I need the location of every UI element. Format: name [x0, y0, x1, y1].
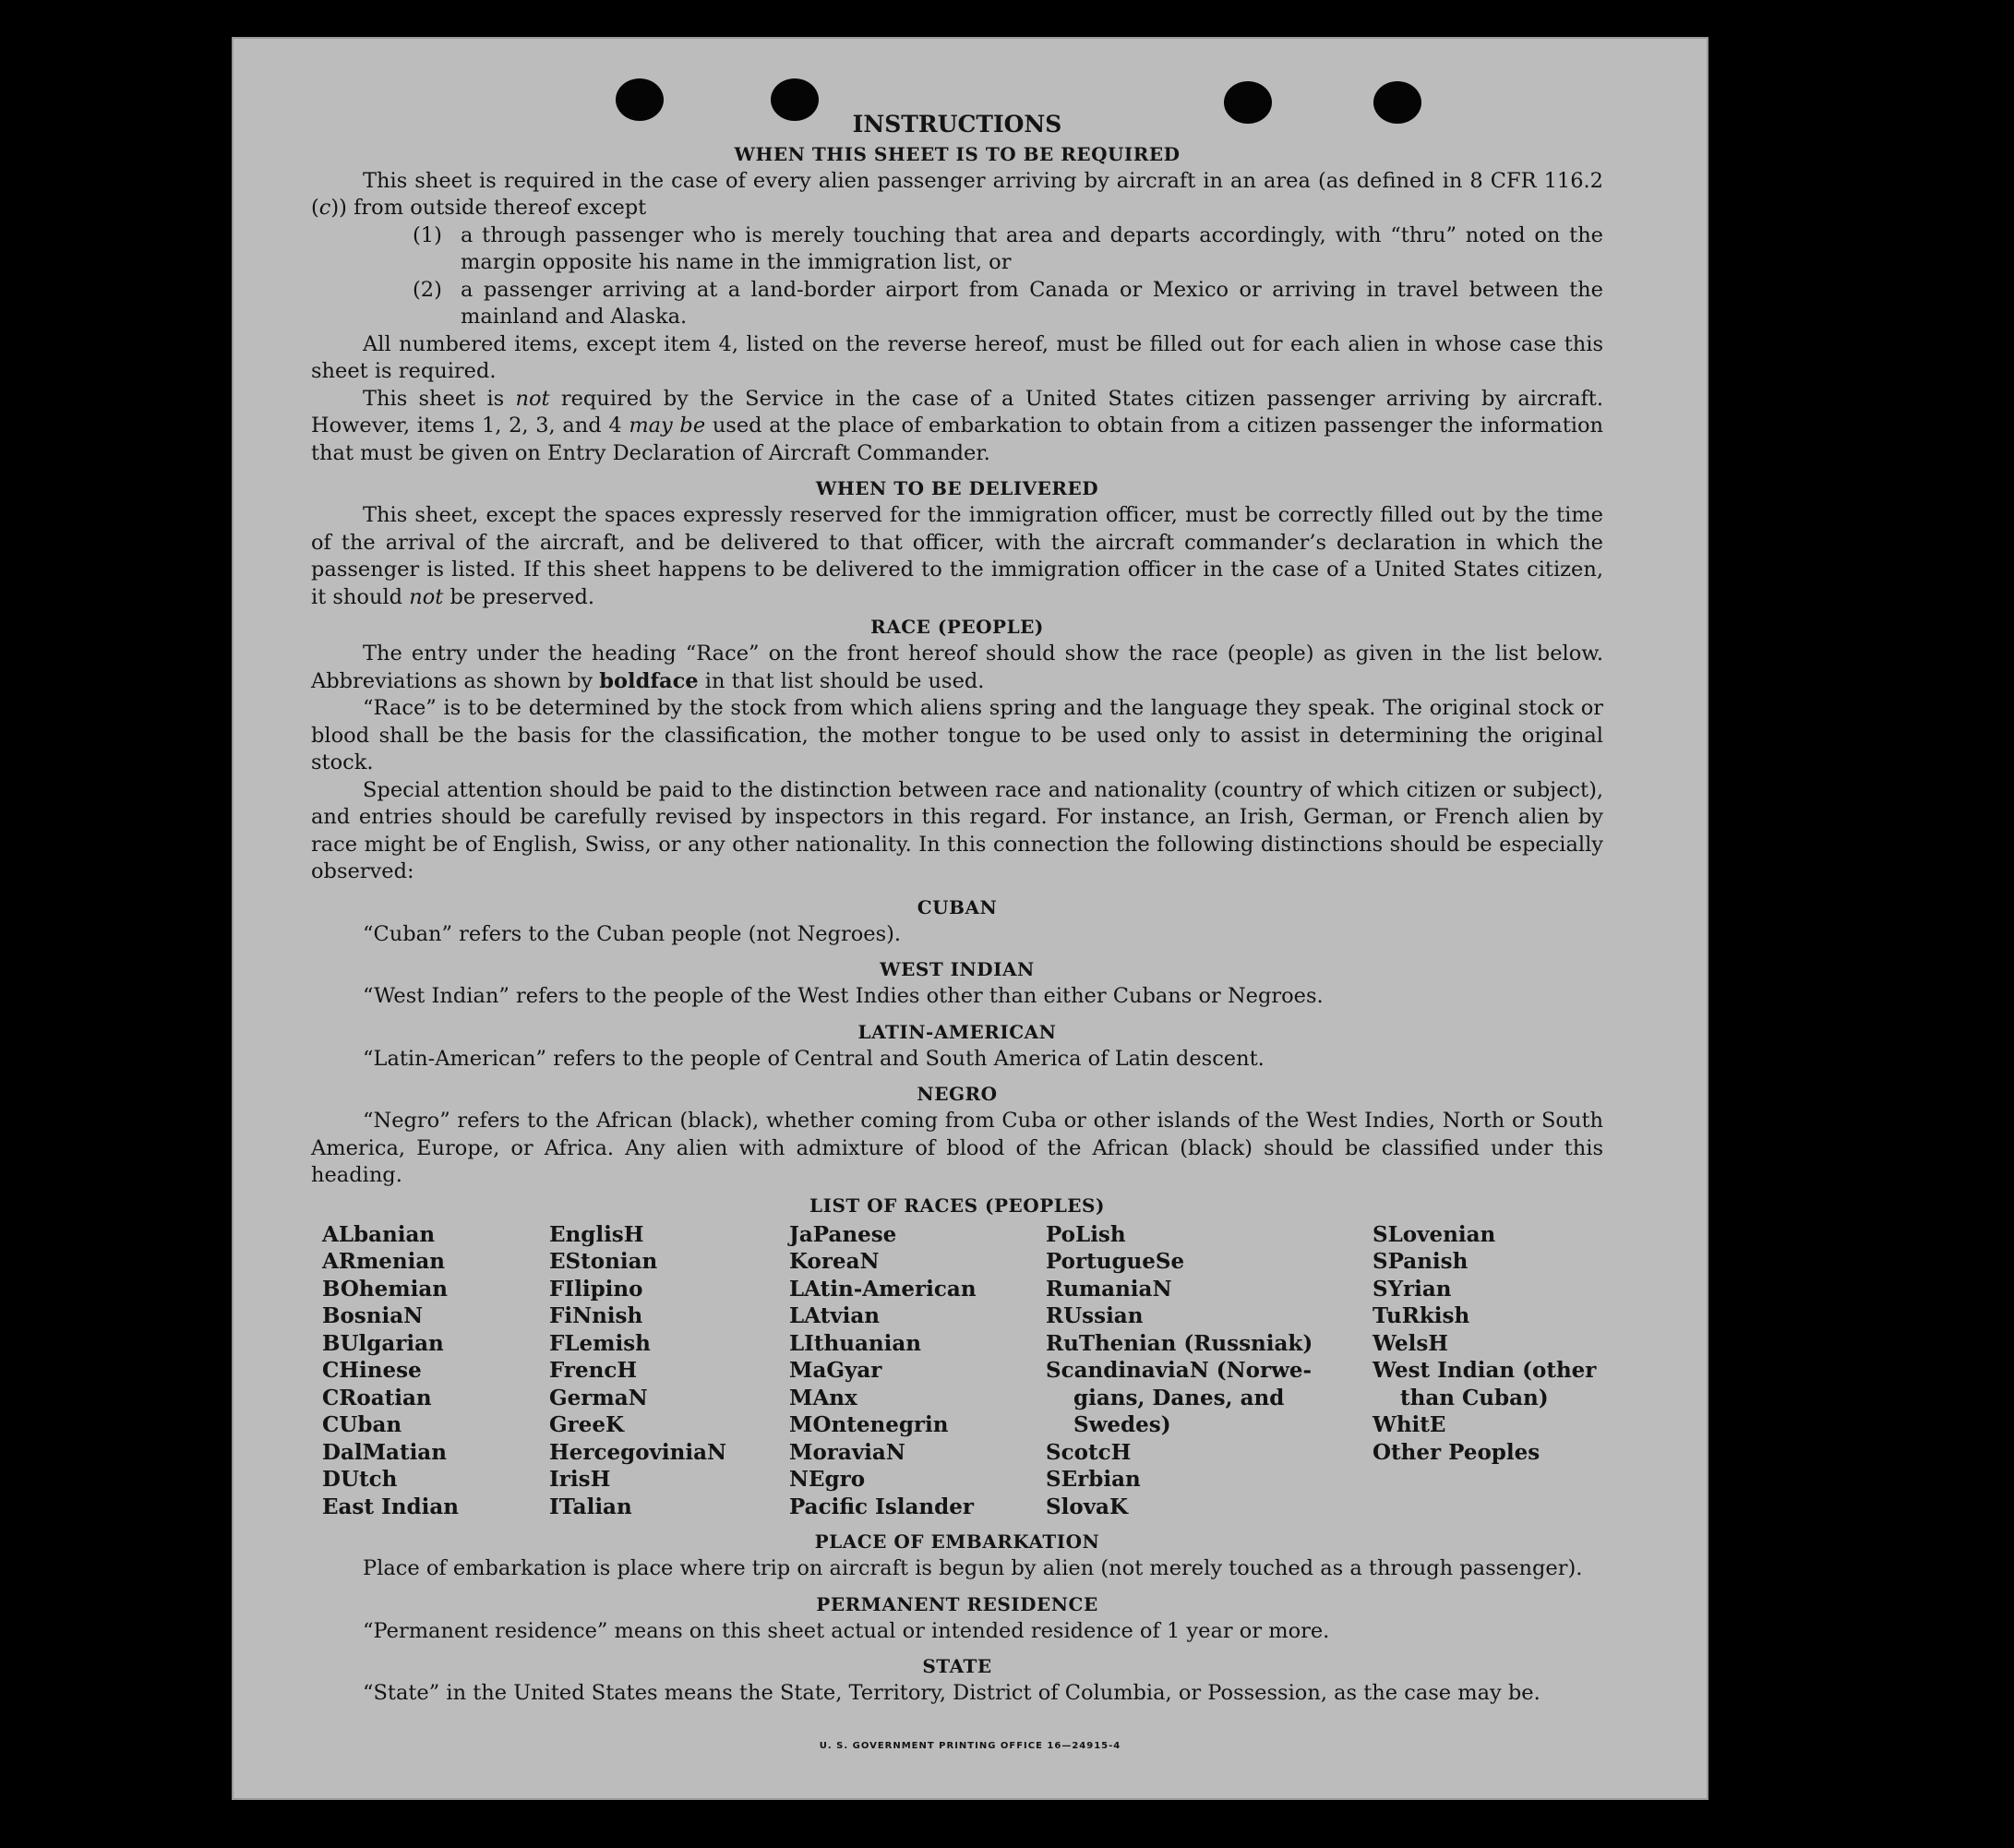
- race-item: ScandinaviaN (Norwe-: [1046, 1358, 1313, 1383]
- race-item: DalMatian: [322, 1439, 447, 1465]
- race-item: BUlgarian: [322, 1330, 444, 1356]
- race-item-continuation: gians, Danes, and: [1073, 1385, 1285, 1410]
- race-item: LAtvian: [789, 1303, 880, 1328]
- exception-item: (2) a passenger arriving at a land-border airport from Canada or Mexico or arriving in travel between the mainland and Alaska.: [413, 277, 1603, 329]
- race-column: [789, 1221, 1046, 1521]
- race-item: EnglisH: [549, 1221, 644, 1247]
- race-item: EStonian: [549, 1249, 658, 1274]
- race-item: GreeK: [549, 1412, 625, 1437]
- residence-paragraph: “Permanent residence” means on this sheet actual or intended residence of 1 year or more.: [363, 1618, 1330, 1643]
- race-item: PortugueSe: [1046, 1249, 1185, 1274]
- race-item: BOhemian: [322, 1276, 448, 1302]
- race-item: SPanish: [1373, 1249, 1469, 1274]
- heading-latin-american: LATIN-AMERICAN: [857, 1020, 1057, 1043]
- race-item: SlovaK: [1046, 1494, 1128, 1519]
- instructions-content: [311, 111, 1603, 1708]
- race-item: WhitE: [1373, 1412, 1446, 1437]
- negro-paragraph: “Negro” refers to the African (black), whether coming from Cuba or other islands of the West Indies, North or South America, Europe, or Africa. Any alien with admixture of blood of the African (black) should be classified under this heading.: [311, 1109, 1603, 1187]
- race-item: MaGyar: [789, 1358, 882, 1383]
- latin-american-paragraph: “Latin-American” refers to the people of Central and South America of Latin descent.: [363, 1046, 1265, 1071]
- race-item-continuation: than Cuban): [1400, 1385, 1549, 1410]
- race-item: CRoatian: [322, 1385, 432, 1410]
- embarkation-paragraph: Place of embarkation is place where trip on aircraft is begun by alien (not merely touched as a through passenger).: [363, 1556, 1583, 1580]
- race-column: [1373, 1221, 1603, 1521]
- document-sheet: [232, 37, 1708, 1800]
- race-column: [322, 1221, 549, 1521]
- heading-when-delivered: WHEN TO BE DELIVERED: [815, 477, 1099, 499]
- race-item: DUtch: [322, 1467, 398, 1492]
- race-item: CUban: [322, 1412, 402, 1437]
- race-item: HercegoviniaN: [549, 1439, 727, 1465]
- state-paragraph: “State” in the United States means the State, Territory, District of Columbia, or Possession, as the case may be.: [363, 1681, 1540, 1705]
- race-item: IrisH: [549, 1467, 611, 1492]
- race-paragraph-1: The entry under the heading “Race” on the front hereof should show the race (people) as given in the list below. Abbreviations as shown by boldface in that list should be used.: [311, 642, 1603, 693]
- race-item-continuation: Swedes): [1073, 1412, 1171, 1437]
- race-list: [322, 1221, 1603, 1521]
- race-item: ALbanian: [322, 1221, 436, 1247]
- race-item: JaPanese: [789, 1221, 897, 1247]
- race-item: LAtin-American: [789, 1276, 977, 1302]
- race-item: FLemish: [549, 1330, 651, 1356]
- west-indian-paragraph: “West Indian” refers to the people of the West Indies other than either Cubans or Negroes.: [363, 984, 1324, 1008]
- race-item: Pacific Islander: [789, 1494, 974, 1519]
- race-item: PoLish: [1046, 1221, 1126, 1247]
- race-item: WelsH: [1373, 1330, 1449, 1356]
- race-item: West Indian (other: [1373, 1358, 1597, 1383]
- heading-cuban: CUBAN: [917, 895, 998, 918]
- race-item: SLovenian: [1373, 1221, 1496, 1247]
- race-item: Other Peoples: [1373, 1439, 1540, 1465]
- race-item: TuRkish: [1373, 1303, 1470, 1328]
- race-item: BosniaN: [322, 1303, 424, 1328]
- race-item: LIthuanian: [789, 1330, 921, 1356]
- race-item: FiNnish: [549, 1303, 643, 1328]
- race-column: [1046, 1221, 1373, 1521]
- heading-west-indian: WEST INDIAN: [880, 958, 1035, 980]
- race-item: GermaN: [549, 1385, 648, 1410]
- delivered-paragraph: This sheet, except the spaces expressly reserved for the immigration officer, must be correctly filled out by the time of the arrival of the aircraft, and be delivered to that officer, with the aircraft commander’s declaration in which the passenger is listed. If this sheet happens to be delivered to the immigration officer in the case of a United States citizen, it should not be preserved.: [311, 503, 1603, 609]
- race-item: KoreaN: [789, 1249, 880, 1274]
- race-paragraph-3: Special attention should be paid to the distinction between race and nationality (country of which citizen or subject), and entries should be carefully revised by inspectors in this regard. For instance, an Irish, German, or French alien by race might be of English, Swiss, or any other nationality. In this connection the following distinctions should be especially observed:: [311, 777, 1603, 883]
- heading-state: STATE: [922, 1655, 992, 1677]
- race-item: RUssian: [1046, 1303, 1144, 1328]
- race-paragraph-2: “Race” is to be determined by the stock from which aliens spring and the language they speak. The original stock or blood shall be the basis for the classification, the mother tongue to be used only to assist in determining the original stock.: [311, 696, 1603, 774]
- citizen-paragraph: This sheet is not required by the Service in the case of a United States citizen passenger arriving by aircraft. However, items 1, 2, 3, and 4 may be used at the place of embarkation to obtain from a citizen passenger the information that must be given on Entry Declaration of Aircraft Commander.: [311, 386, 1604, 465]
- heading-permanent-residence: PERMANENT RESIDENCE: [816, 1592, 1098, 1615]
- race-item: RumaniaN: [1046, 1276, 1172, 1302]
- heading-embarkation: PLACE OF EMBARKATION: [814, 1530, 1100, 1553]
- heading-list-of-races: LIST OF RACES (PEOPLES): [809, 1194, 1105, 1217]
- numbered-items-paragraph: All numbered items, except item 4, listed on the reverse hereof, must be filled out for each alien in whose case this sheet is required.: [311, 331, 1603, 383]
- exception-item: (1) a through passenger who is merely touching that area and departs accordingly, with “thru” noted on the margin opposite his name in the immigration list, or: [413, 222, 1603, 274]
- race-item: SYrian: [1373, 1276, 1452, 1302]
- race-item: ITalian: [549, 1494, 632, 1519]
- intro-paragraph: This sheet is required in the case of every alien passenger arriving by aircraft in an area (as defined in 8 CFR 116.2 (c)) from outside thereof except: [311, 168, 1603, 220]
- race-item: MoraviaN: [789, 1439, 905, 1465]
- heading-race: RACE (PEOPLE): [870, 616, 1044, 638]
- race-item: MAnx: [789, 1385, 857, 1410]
- race-item: CHinese: [322, 1358, 422, 1383]
- race-item: RuThenian (Russniak): [1046, 1330, 1313, 1356]
- heading-negro: NEGRO: [917, 1083, 998, 1105]
- race-item: East Indian: [322, 1494, 459, 1519]
- race-item: FIlipino: [549, 1276, 643, 1302]
- race-item: MOntenegrin: [789, 1412, 949, 1437]
- race-item: SErbian: [1046, 1467, 1141, 1492]
- cuban-paragraph: “Cuban” refers to the Cuban people (not Negroes).: [363, 921, 902, 946]
- page-title: INSTRUCTIONS: [852, 111, 1062, 138]
- race-item: ARmenian: [322, 1249, 446, 1274]
- race-item: NEgro: [789, 1467, 866, 1492]
- heading-when-required: WHEN THIS SHEET IS TO BE REQUIRED: [734, 142, 1181, 165]
- race-item: ScotcH: [1046, 1439, 1132, 1465]
- printing-office-footer: U. S. GOVERNMENT PRINTING OFFICE 16—24915-4: [819, 1741, 1121, 1751]
- race-item: FrencH: [549, 1358, 638, 1383]
- race-column: [549, 1221, 789, 1521]
